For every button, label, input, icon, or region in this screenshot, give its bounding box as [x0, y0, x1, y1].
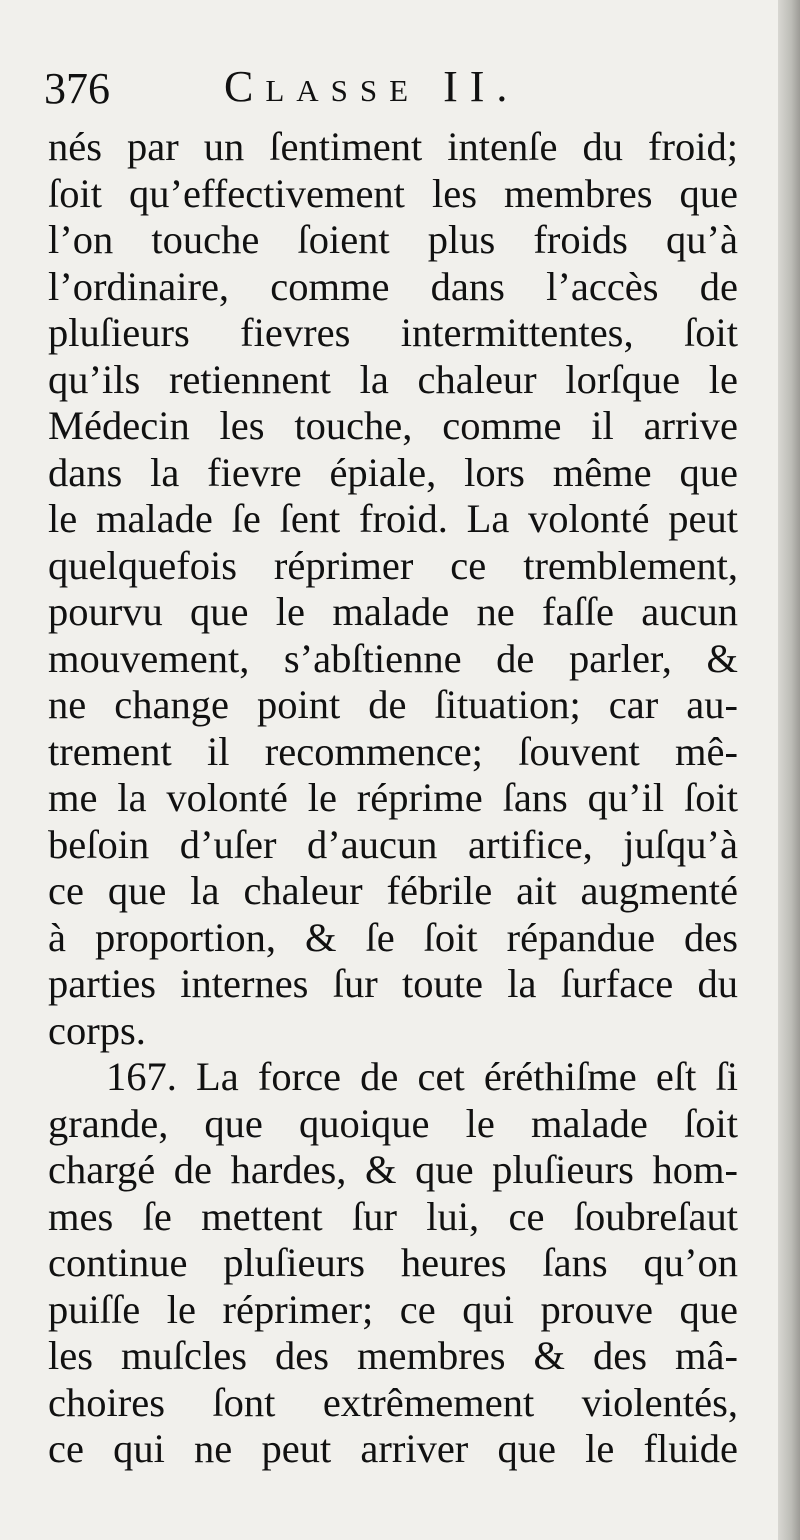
text-line: quelquefois réprimer ce tremblement, — [48, 542, 738, 588]
text-line: ce que la chaleur fébrile ait augmenté — [48, 868, 738, 913]
page-edge — [778, 0, 800, 1540]
text-line: grande, que quoique le malade ſoit — [48, 1100, 738, 1146]
page-number: 376 — [44, 64, 110, 113]
text-line: pourvu que le malade ne faſſe aucun — [48, 589, 738, 634]
text-line: me la volonté le réprime ſans qu’il ſoit — [48, 775, 738, 820]
text-line: Médecin les touche, comme il arrive — [48, 403, 738, 448]
text-line: nés par un ſentiment intenſe du froid; — [48, 124, 738, 169]
text-line: corps. — [48, 1007, 146, 1053]
text-line: chargé de hardes, & que pluſieurs hom- — [48, 1147, 738, 1192]
running-head: Classe II. — [224, 62, 520, 111]
text-line: trement il recommence; ſouvent mê- — [48, 728, 738, 774]
text-line: dans la fievre épiale, lors même que — [48, 449, 738, 495]
text-line: l’on touche ſoient plus froids qu’à — [48, 217, 738, 262]
paragraph — [48, 1054, 738, 1473]
text-line: pluſieurs fievres intermittentes, ſoit — [48, 310, 738, 355]
text-line: mouvement, s’abſtienne de parler, & — [48, 635, 738, 681]
text-line: parties internes ſur toute la ſurface du — [48, 961, 738, 1006]
text-line: continue pluſieurs heures ſans qu’on — [48, 1240, 738, 1285]
page-header — [44, 58, 744, 124]
text-line: ſoit qu’effectivement les membres que — [48, 170, 738, 216]
paragraph — [48, 124, 738, 1054]
text-line: 167. La force de cet éréthiſme eſt ſi — [106, 1054, 738, 1099]
text-line: à proportion, & ſe ſoit répandue des — [48, 914, 738, 960]
text-line: puiſſe le réprimer; ce qui prouve que — [48, 1286, 738, 1332]
text-line: qu’ils retiennent la chaleur lorſque le — [48, 356, 738, 402]
text-line: ce qui ne peut arriver que le fluide — [48, 1426, 738, 1471]
text-line: le malade ſe ſent froid. La volonté peut — [48, 496, 738, 541]
page-body — [48, 124, 738, 1473]
text-line: mes ſe mettent ſur lui, ce ſoubreſaut — [48, 1193, 738, 1239]
text-line: ne change point de ſituation; car au- — [48, 682, 738, 727]
text-line: les muſcles des membres & des mâ- — [48, 1333, 738, 1378]
text-line: beſoin d’uſer d’aucun artifice, juſqu’à — [48, 821, 738, 867]
text-line: choires ſont extrêmement violentés, — [48, 1379, 738, 1425]
text-line: l’ordinaire, comme dans l’accès de — [48, 263, 738, 309]
